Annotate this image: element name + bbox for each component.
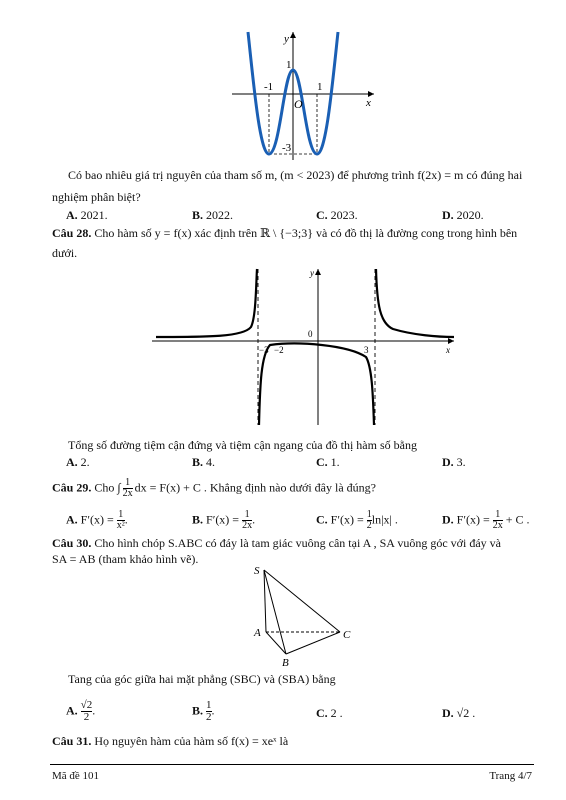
footer-page-number: Trang 4/7 (489, 770, 532, 782)
graph1-top-label: 1 (286, 59, 292, 71)
pyramid-figure (248, 562, 358, 670)
q28-option-d: D. 3. (442, 455, 466, 469)
graph1-origin-label: O (294, 97, 303, 111)
edge-SC (264, 570, 340, 632)
q28-question: Tổng số đường tiệm cận đứng và tiệm cận ngang của đồ thị hàm số bằng (68, 438, 417, 452)
q30-question: Tang của góc giữa hai mặt phẳng (SBC) và (SBA) bằng (68, 672, 336, 686)
graph1-neg1-label: -1 (264, 81, 274, 93)
q28-option-c: C. 1. (316, 455, 340, 469)
footer-divider (50, 764, 534, 765)
q31-text (52, 734, 288, 749)
q27-text-line1: Có bao nhiêu giá trị nguyên của tham số m, (m < 2023) để phương trình f(2x) = m có đúng hai (68, 168, 523, 182)
q31-number: Câu 31. (52, 734, 92, 748)
vertex-S: S (254, 565, 260, 577)
q28-tick-neg2: −2 (274, 345, 284, 355)
graph1-x-label: x (366, 97, 371, 109)
q29-text (52, 478, 376, 499)
q27-option-d: D. 2020. (442, 208, 484, 222)
q28-option-b: B. 4. (192, 455, 216, 469)
q28-x-axis-arrow-icon (448, 338, 454, 344)
q30-option-d: D. √2 . (442, 706, 476, 720)
rational-graph (148, 265, 458, 430)
q28-tick-3: 3 (364, 345, 369, 355)
q28-x-label: x (446, 345, 450, 355)
q28-origin-label: 0 (308, 329, 313, 339)
q29-text-a: Cho ∫ (94, 480, 121, 495)
q30-option-b: B. $\frac{1}{2}$ . (192, 699, 215, 723)
q27-option-a: A. 2021. (66, 208, 108, 222)
vertex-C: C (343, 629, 351, 641)
q30-option-a: A. $\frac{√2}{2}$ . (66, 699, 96, 723)
vertex-B: B (282, 657, 289, 669)
q27-option-b: B. 2022. (192, 208, 234, 222)
q29-number: Câu 29. (52, 480, 92, 495)
q29-frac-den: 2x (122, 488, 133, 499)
graph1-pos1-label: 1 (317, 81, 323, 93)
footer-exam-code: Mã đề 101 (52, 770, 100, 782)
q29-option-c: C. F′(x) = $\frac{1}{2}$ ln|x| . (316, 509, 398, 531)
q27-option-c: C. 2023. (316, 208, 358, 222)
q29-fraction (123, 478, 133, 499)
graph1-min-label: -3 (282, 142, 292, 154)
q31-body: Họ nguyên hàm của hàm số f(x) = xeˣ là (94, 734, 289, 748)
curve-middle-branch (259, 344, 374, 426)
edge-SA (264, 570, 266, 632)
q28-text-line2: dưới. (52, 246, 78, 260)
q28-y-label: y (310, 268, 314, 278)
q30-text-line2: SA = AB (tham khảo hình vẽ). (52, 552, 199, 566)
graph1-y-label: y (284, 33, 289, 45)
q29-option-a: A. F′(x) = $\frac{1}{\text{x²}}$ . (66, 509, 128, 531)
curve-left-branch (156, 269, 257, 337)
q29-option-d: D. F′(x) = $\frac{1}{2x}$ + C . (442, 509, 530, 531)
q28-number: Câu 28. (52, 226, 92, 240)
curve-right-branch (376, 269, 454, 337)
quartic-graph (228, 28, 378, 164)
q30-number: Câu 30. (52, 536, 92, 550)
q30-text-line1 (52, 536, 501, 551)
q29-text-b: dx = F(x) + C . Khẳng định nào dưới đây là đúng? (134, 480, 376, 495)
q28-text: Cho hàm số y = f(x) xác định trên ℝ \ {−3;3} và có đồ thị là đường cong trong hình bên (94, 226, 518, 240)
q29-frac-num: 1 (123, 478, 133, 489)
y-axis-arrow-icon (290, 32, 296, 38)
vertex-A: A (254, 627, 261, 639)
q28-y-axis-arrow-icon (315, 269, 321, 275)
q28-tick-neg3: −3 (259, 345, 269, 355)
q28-option-a: A. 2. (66, 455, 90, 469)
q27-text-line2: nghiệm phân biệt? (52, 190, 141, 204)
q28-text-line1 (52, 226, 517, 241)
q30-option-c: C. 2 . (316, 706, 343, 720)
q30-text: Cho hình chóp S.ABC có đáy là tam giác vuông cân tại A , SA vuông góc với đáy và (94, 536, 501, 550)
q29-option-b: B. F′(x) = $\frac{1}{2x}$ . (192, 509, 256, 531)
edge-BC (286, 632, 340, 654)
